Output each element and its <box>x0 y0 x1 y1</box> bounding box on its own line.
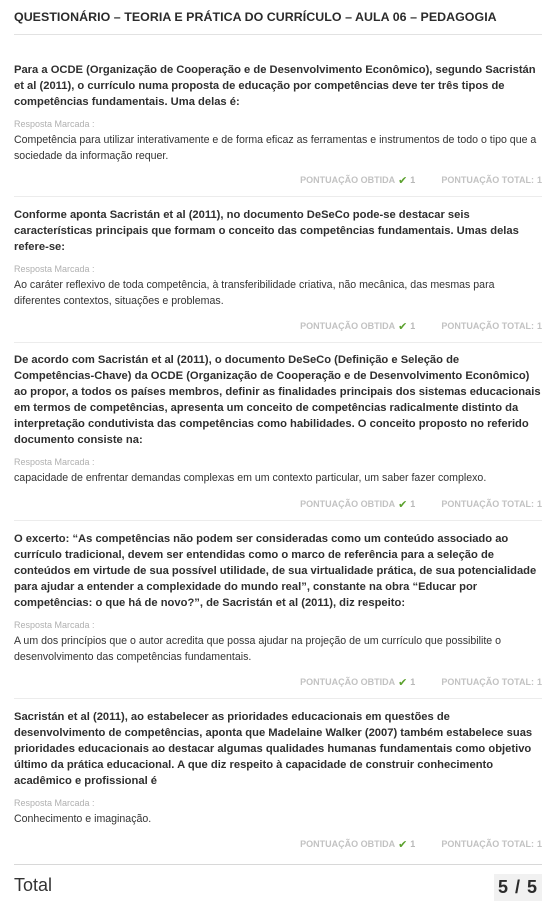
score-total-label: PONTUAÇÃO TOTAL: <box>441 839 534 849</box>
score-obtained-label: PONTUAÇÃO OBTIDA <box>300 499 396 509</box>
answer-text: capacidade de enfrentar demandas complexas em um contexto particular, um saber fazer complexo. <box>14 472 487 484</box>
score-obtained-label: PONTUAÇÃO OBTIDA <box>300 175 396 185</box>
score-total-label: PONTUAÇÃO TOTAL: <box>441 677 534 687</box>
score-obtained-label: PONTUAÇÃO OBTIDA <box>300 321 396 331</box>
question-divider <box>14 342 542 343</box>
score-obtained-value: 1 <box>410 677 416 687</box>
answer-text: Ao caráter reflexivo de toda competência, à transferibilidade criativa, não mecânica, das mesmas para diferentes contextos, situações e problemas. <box>14 279 495 307</box>
score-total-value: 1 <box>536 677 542 687</box>
answer-text: Competência para utilizar interativamente e de forma eficaz as ferramentas e instrumentos de todo o tipo que a sociedade da informação requer. <box>14 134 537 162</box>
page-title: QUESTIONÁRIO – TEORIA E PRÁTICA DO CURRÍCULO – AULA 06 – PEDAGOGIA <box>14 10 497 24</box>
header-divider <box>14 34 542 35</box>
score-total-value: 1 <box>536 839 542 849</box>
score-obtained-value: 1 <box>410 499 416 509</box>
score-row-3 <box>300 497 542 511</box>
score-total-label: PONTUAÇÃO TOTAL: <box>441 499 534 509</box>
question-card-5 <box>14 709 542 827</box>
question-card-1 <box>14 62 542 164</box>
check-icon: ✔ <box>398 676 408 689</box>
score-total-label: PONTUAÇÃO TOTAL: <box>441 321 534 331</box>
answer-label: Resposta Marcada : <box>14 620 95 630</box>
question-divider <box>14 698 542 699</box>
question-text: Sacristán et al (2011), ao estabelecer as prioridades educacionais em questões de desenvolvimento de competências, aponta que Madelaine Walker (2007) também estabelece suas prioridades educacionais ao destacar algumas qualidades humanas fundamentais como objetivo último da prática educacional. A que diz respeito à capacidade de construir conhecimento acadêmico e profissional é <box>14 711 533 787</box>
check-icon: ✔ <box>398 498 408 511</box>
score-obtained-value: 1 <box>410 175 416 185</box>
score-obtained-value: 1 <box>410 839 416 849</box>
answer-label: Resposta Marcada : <box>14 119 95 129</box>
question-text: O excerto: “As competências não podem ser consideradas como um conteúdo associado ao currículo tradicional, devem ser entendidas como o marco de referência para a seleção de conteúdos em virtude de sua possível utilidade, de sua virtualidade prática, de sua potencialidade para ajudar a entender a complexidade do mundo real”, constante na obra “Educar por competências: o que há de novo?”, de Sacristán et al (2011), diz respeito: <box>14 533 537 609</box>
score-obtained-label: PONTUAÇÃO OBTIDA <box>300 839 396 849</box>
answer-label: Resposta Marcada : <box>14 264 95 274</box>
answer-text: A um dos princípios que o autor acredita que possa ajudar na projeção de um currículo que possibilite o desenvolvimento das competências fundamentais. <box>14 635 502 663</box>
score-total-value: 1 <box>536 321 542 331</box>
question-card-3 <box>14 352 542 486</box>
quiz-header <box>0 0 559 34</box>
question-text: Conforme aponta Sacristán et al (2011), no documento DeSeCo pode-se destacar seis características principais que formam o conceito das competências fundamentais. Umas delas refere-se: <box>14 209 519 253</box>
score-total-label: PONTUAÇÃO TOTAL: <box>441 175 534 185</box>
answer-text: Conhecimento e imaginação. <box>14 813 152 825</box>
score-total-value: 1 <box>536 499 542 509</box>
score-obtained-value: 1 <box>410 321 416 331</box>
score-obtained-label: PONTUAÇÃO OBTIDA <box>300 677 396 687</box>
check-icon: ✔ <box>398 320 408 333</box>
score-row-5 <box>300 837 542 851</box>
score-row-1 <box>300 173 542 187</box>
total-divider <box>14 864 542 865</box>
answer-label: Resposta Marcada : <box>14 798 95 808</box>
question-text: Para a OCDE (Organização de Cooperação e de Desenvolvimento Econômico), segundo Sacristán et al (2011), o currículo numa proposta de educação por competências deve ter três tipos de competências fundamentais. Uma delas é: <box>14 64 536 108</box>
question-divider <box>14 520 542 521</box>
score-total-value: 1 <box>536 175 542 185</box>
answer-label: Resposta Marcada : <box>14 457 95 467</box>
question-divider <box>14 196 542 197</box>
check-icon: ✔ <box>398 838 408 851</box>
total-label: Total <box>14 875 53 895</box>
check-icon: ✔ <box>398 174 408 187</box>
score-row-2 <box>300 319 542 333</box>
question-card-4 <box>14 531 542 665</box>
score-row-4 <box>300 675 542 689</box>
question-card-2 <box>14 207 542 309</box>
total-score: 5 / 5 <box>494 874 542 901</box>
question-text: De acordo com Sacristán et al (2011), o documento DeSeCo (Definição e Seleção de Competências-Chave) da OCDE (Organização de Cooperação e de Desenvolvimento Econômico) ao propor, a todos os países membros, definir as finalidades principais dos sistemas educacionais em termos de competências, apresenta um conceito de competências radicalmente distinto da interpretação condutivista das competências como habilidades. O conceito proposto no referido documento consiste na: <box>14 354 541 446</box>
